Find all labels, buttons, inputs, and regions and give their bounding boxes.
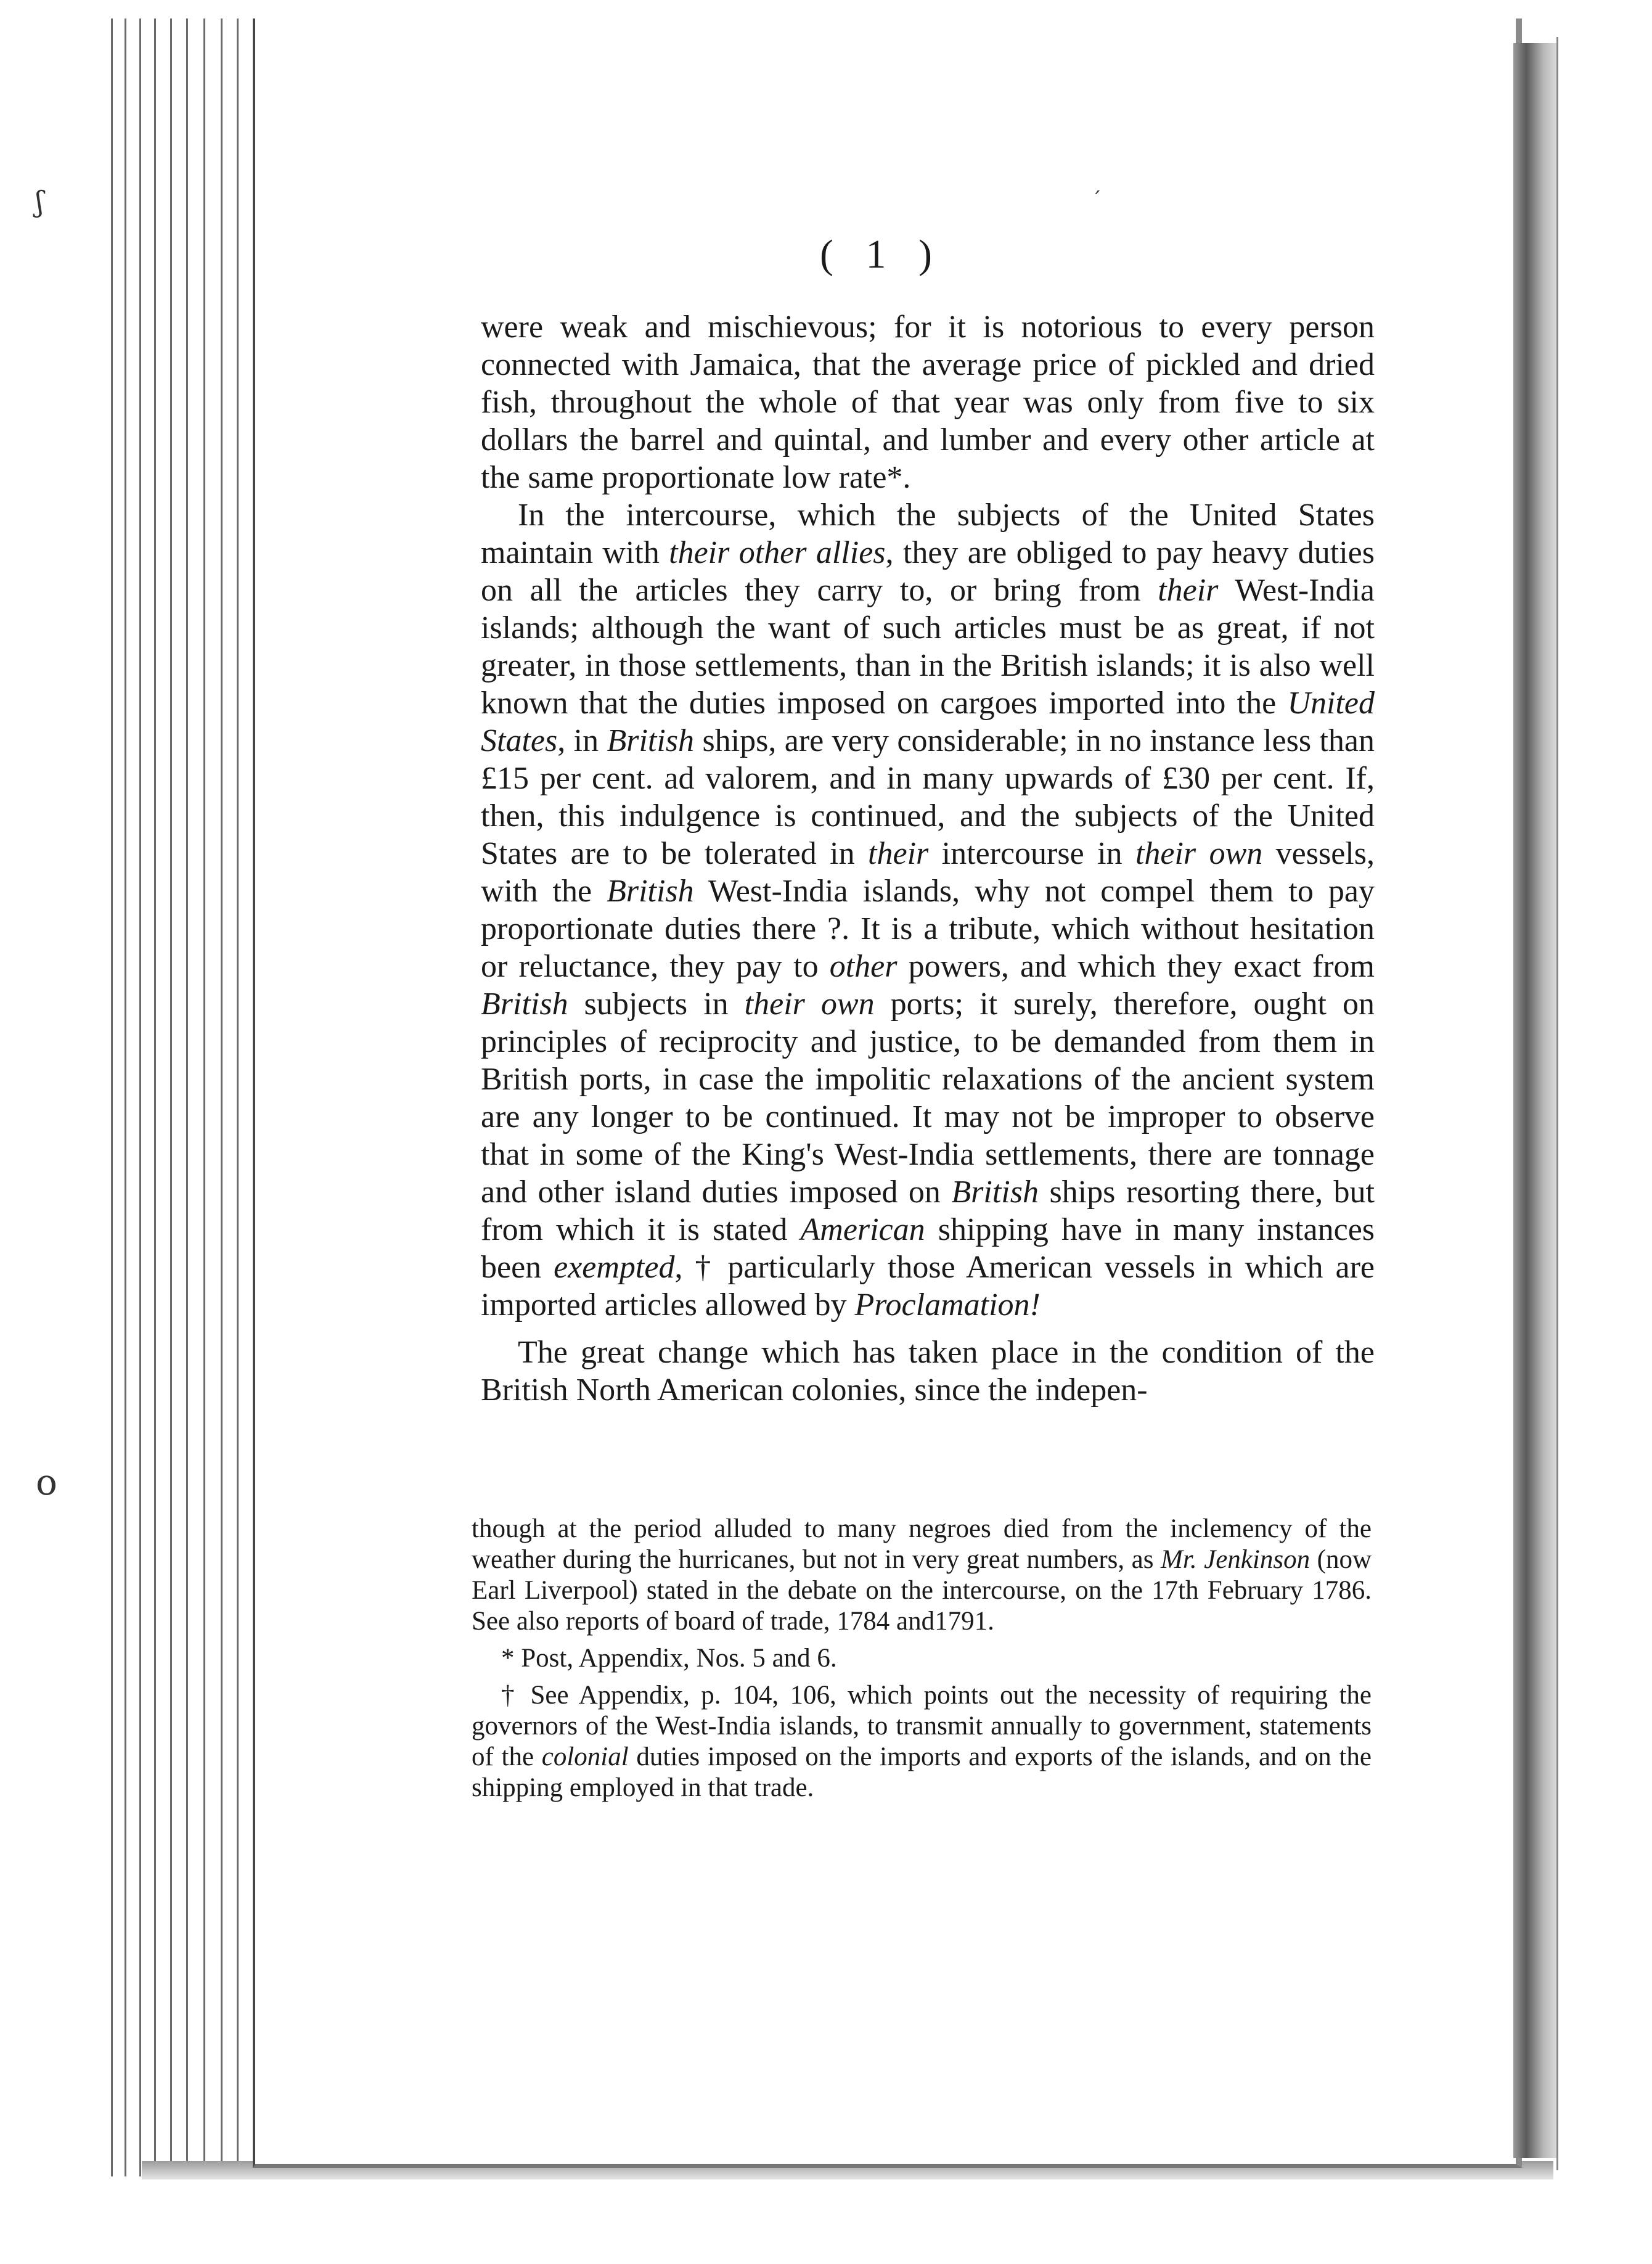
italic-run: British	[607, 723, 695, 758]
gutter-shadow	[1513, 43, 1556, 2158]
text-run: , † particularly those American vessels in which are imported articles allowed by	[481, 1250, 1375, 1323]
footnote-asterisk	[472, 1643, 1372, 1674]
text-run: shipping have in many instances been	[481, 1212, 1375, 1285]
margin-ring-mark: o	[36, 1461, 57, 1503]
italic-run: other	[829, 949, 898, 984]
margin-tick-mark: ˊ	[1091, 188, 1102, 213]
text-run: subjects in	[568, 986, 745, 1022]
text-run: were weak and mischievous; for it is notorious to every person connected with Jamaica, that the average price of pickled and dried fish, throughout the whole of that year was only from five to six dollars the barrel and quintal, and lumber and every other article at the same proportionate low rate*.	[481, 310, 1375, 495]
paragraph-1	[481, 308, 1375, 496]
main-text	[481, 308, 1375, 1409]
text-run: ships, are very considerable; in no instance less than £15 per cent. ad valorem, and in many upwards of £30 per cent. If, then, this indulgence is continued, and the subjects of the United States are to be tolerated in	[481, 723, 1375, 871]
italic-run: colonial	[541, 1742, 629, 1771]
text-run: † See Appendix, p. 104, 106, which points out the necessity of requiring the governors of the West-India islands, to transmit annually to government, statements of the	[472, 1681, 1372, 1771]
italic-run: their own	[1135, 836, 1263, 871]
text-run: ports; it surely, therefore, ought on principles of reciprocity and justice, to be demanded from them in British ports, in case the impolitic relaxations of the ancient system are any longer to be continued. It may not be improper to observe that in some of the King's West-India settlements, there are tonnage and other island duties imposed on	[481, 986, 1375, 1210]
italic-run: their	[868, 836, 929, 871]
text-run: intercourse in	[928, 836, 1135, 871]
italic-run: British	[951, 1175, 1039, 1210]
text-run: West-India islands; although the want of such articles must be as great, if not greater, in those settlements, than in the British islands; it is also well known that the duties imposed on cargoes imported into the	[481, 573, 1375, 721]
italic-run: exempted	[554, 1250, 675, 1285]
footnote-continued	[472, 1514, 1372, 1637]
text-run: In the intercourse, which the subjects of the United States maintain with	[481, 498, 1375, 570]
italic-run: British	[481, 986, 568, 1022]
text-run: powers, and which they exact from	[897, 949, 1375, 984]
italic-run: American	[800, 1212, 925, 1247]
text-run: duties imposed on the imports and exports of the islands, and on the shipping employed in that trade.	[472, 1742, 1372, 1802]
italic-run: their own	[744, 986, 875, 1022]
italic-run: United States	[481, 686, 1375, 758]
paragraph-3	[481, 1334, 1375, 1409]
text-run: though at the period alluded to many negroes died from the inclemency of the weather during the hurricanes, but not in very great numbers, as	[472, 1514, 1372, 1574]
text-run: * Post, Appendix, Nos. 5 and 6.	[501, 1644, 837, 1673]
text-run: ships resorting there, but from which it is stated	[481, 1175, 1375, 1247]
italic-run: British	[607, 874, 694, 909]
italic-run: Mr. Jenkinson	[1161, 1545, 1311, 1574]
margin-speck-mark: ʃ	[36, 185, 44, 218]
text-run: , they are obliged to pay heavy duties on all the articles they carry to, or bring from	[481, 535, 1375, 608]
text-run: (now Earl Liverpool) stated in the debate on the intercourse, on the 17th February 1786. See also reports of board of trade, 1784 and1791.	[472, 1545, 1372, 1636]
text-run: vessels, with the	[481, 836, 1375, 909]
footnote-dagger	[472, 1680, 1372, 1803]
paragraph-2	[481, 496, 1375, 1324]
italic-run: their other allies	[669, 535, 886, 570]
book-page-edges	[111, 18, 253, 2176]
adjacent-page	[1556, 37, 1652, 2170]
text-run: West-India islands, why not compel them to pay proportionate duties there ?. It is a tribute, which without hesitation or reluctance, they pay to	[481, 874, 1375, 984]
text-run: , in	[557, 723, 607, 758]
footnotes	[472, 1514, 1372, 1803]
page-number: ( 1 )	[820, 232, 943, 277]
italic-run: their	[1158, 573, 1219, 608]
text-run: The great change which has taken place in the condition of the British North American colonies, since the indepen-	[481, 1335, 1375, 1408]
italic-run: Proclamation!	[854, 1287, 1041, 1323]
